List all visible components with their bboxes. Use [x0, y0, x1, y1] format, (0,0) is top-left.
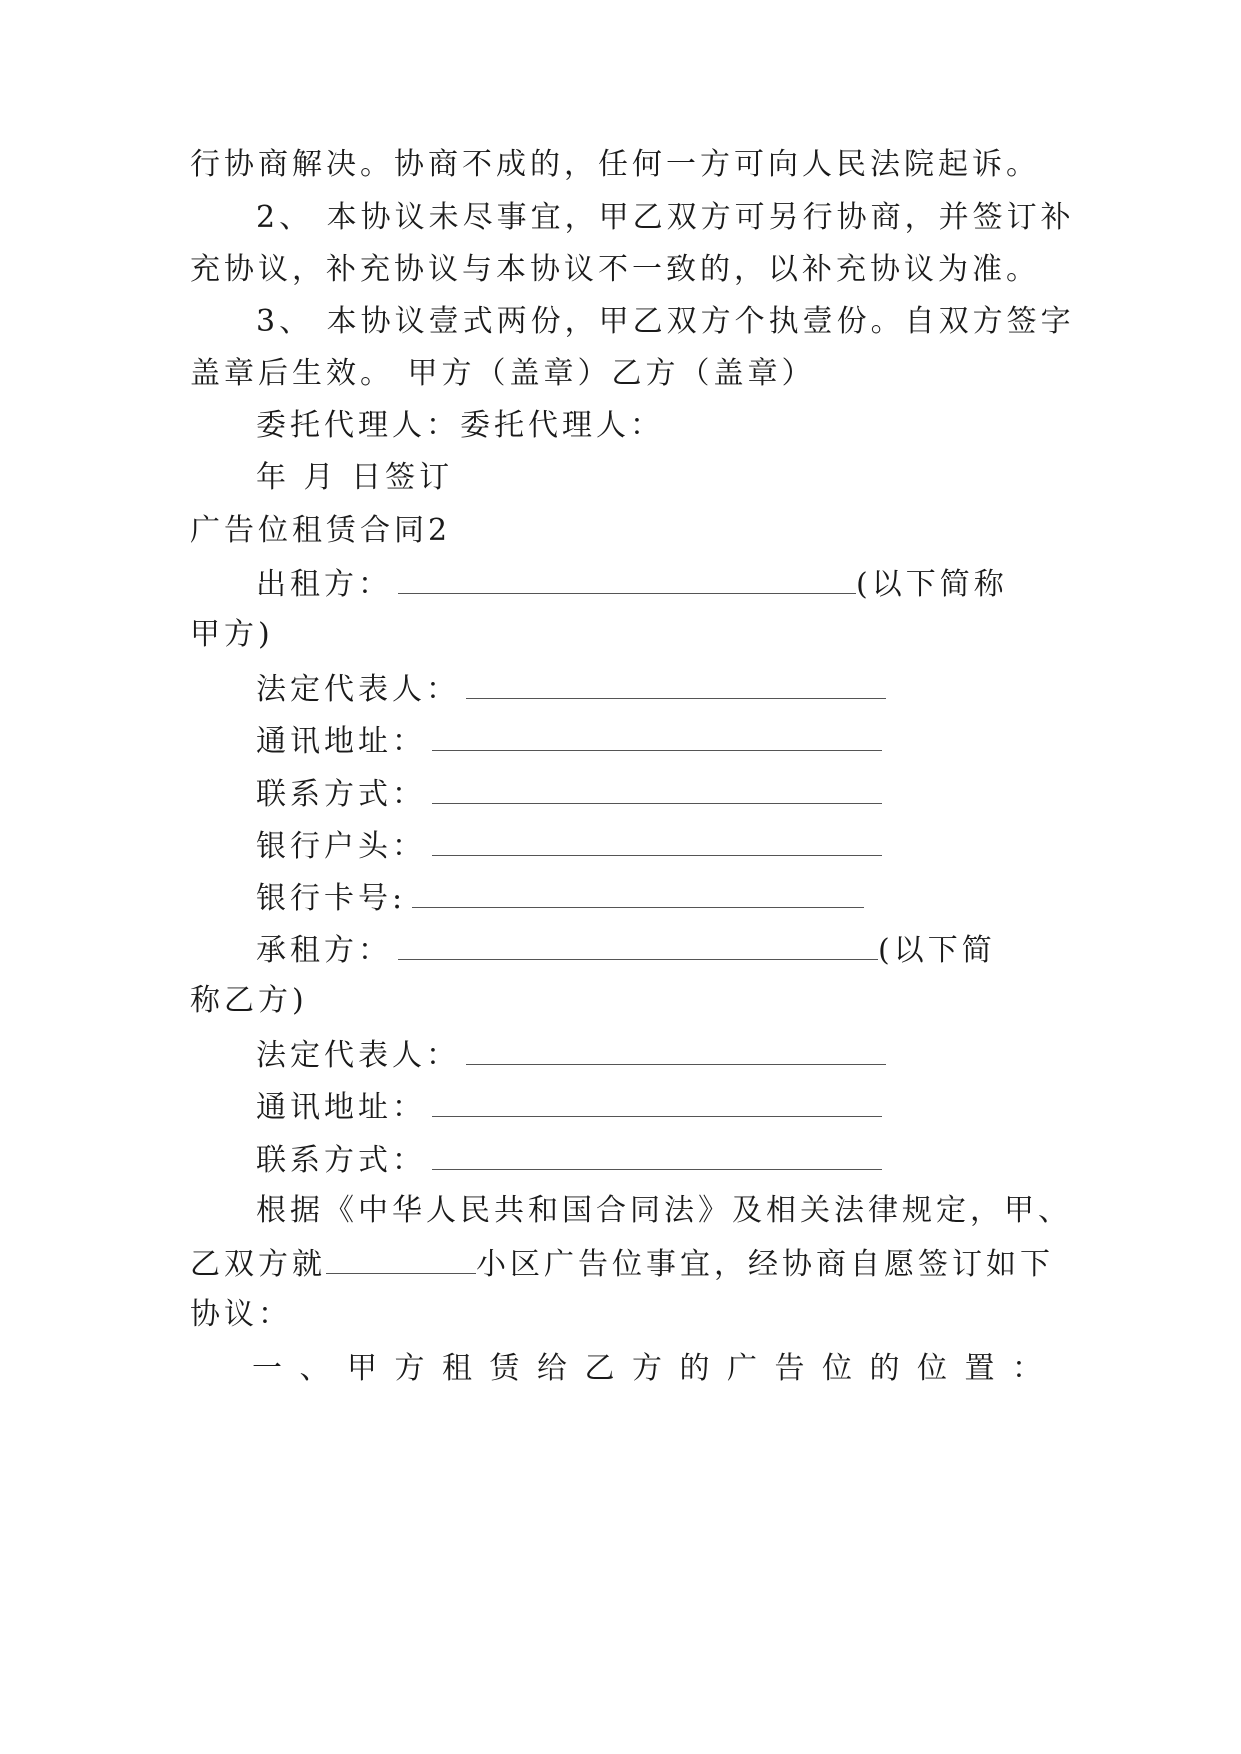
clause-1-char: 租 [442, 1351, 472, 1386]
field-blank [432, 1086, 882, 1117]
basis-pre: 乙双方就 [190, 1247, 326, 1282]
field-blank [466, 1034, 886, 1065]
lessee-blank [398, 929, 878, 960]
field-label: 联系方式： [256, 1143, 426, 1178]
paragraph-line: 3、 本协议壹式两份，甲乙双方个执壹份。自双方签字 [256, 304, 1075, 339]
clause-1-char: 方 [632, 1351, 662, 1386]
clause-1-char: 甲 [347, 1351, 377, 1386]
clause-1-char: 位 [822, 1351, 852, 1386]
paragraph-line: 充协议，补充协议与本协议不一致的，以补充协议为准。 [190, 252, 1040, 287]
community-blank [326, 1243, 476, 1274]
paragraph-line: 根据《中华人民共和国合同法》及相关法律规定，甲、 [256, 1193, 1072, 1228]
paragraph-line: 2、 本协议未尽事宜，甲乙双方可另行协商，并签订补 [256, 200, 1075, 235]
paragraph-line: 称乙方) [190, 983, 308, 1018]
field-label: 通讯地址： [256, 1090, 426, 1125]
field-blank [432, 825, 882, 856]
paragraph-line: 行协商解决。协商不成的，任何一方可向人民法院起诉。 [190, 147, 1040, 182]
field-blank [432, 1139, 882, 1170]
paragraph-line: 年 月 日签订 [256, 460, 454, 495]
field-blank [432, 720, 882, 751]
clause-1-char: 置 [964, 1351, 995, 1386]
field-blank [432, 773, 882, 804]
clause-1-char: 、 [299, 1351, 330, 1386]
clause-1-char: 的 [869, 1351, 900, 1386]
lessor-blank [398, 563, 856, 594]
clause-1-char: 位 [917, 1351, 947, 1386]
field-line [256, 877, 864, 919]
clause-1-char: 的 [679, 1351, 710, 1386]
lessee-label: 承租方： [256, 933, 392, 968]
paragraph-line: 盖章后生效。 甲方（盖章）乙方（盖章） [190, 356, 816, 391]
field-label: 法定代表人： [256, 1038, 460, 1073]
section-title: 广告位租赁合同2 [190, 513, 452, 548]
lessor-line [256, 563, 1008, 605]
basis-line [190, 1243, 1054, 1285]
clause-1-char: 一 [252, 1351, 282, 1386]
field-label: 通讯地址： [256, 724, 426, 759]
field-line [256, 1034, 886, 1076]
clause-1-line [252, 1349, 1042, 1389]
paragraph-line: 委托代理人：委托代理人： [256, 408, 664, 443]
field-line [256, 668, 886, 710]
clause-1-char: 告 [774, 1351, 805, 1386]
lessee-line [256, 929, 996, 971]
lessor-label: 出租方： [256, 567, 392, 602]
field-line [256, 720, 882, 762]
field-line [256, 825, 882, 867]
clause-1-char: 方 [394, 1351, 425, 1386]
lessor-suffix: (以下简称 [856, 567, 1008, 602]
field-line [256, 1086, 882, 1128]
field-blank [466, 668, 886, 699]
field-label: 法定代表人： [256, 672, 460, 707]
field-label: 银行户头： [256, 829, 426, 864]
clause-1-char: 给 [537, 1351, 567, 1386]
clause-1-char: 乙 [584, 1351, 615, 1386]
field-label: 联系方式： [256, 777, 426, 812]
field-line [256, 1139, 882, 1181]
lessee-suffix: (以下简 [878, 933, 996, 968]
clause-1-char: ： [1012, 1351, 1042, 1386]
field-label: 银行卡号: [256, 881, 407, 916]
field-blank [412, 877, 864, 908]
paragraph-line: 甲方) [190, 617, 274, 652]
clause-1-char: 赁 [489, 1351, 520, 1386]
basis-post: 小区广告位事宜，经协商自愿签订如下 [476, 1247, 1054, 1282]
clause-1-char: 广 [727, 1351, 757, 1386]
field-line [256, 773, 882, 815]
paragraph-line: 协议： [190, 1297, 292, 1332]
